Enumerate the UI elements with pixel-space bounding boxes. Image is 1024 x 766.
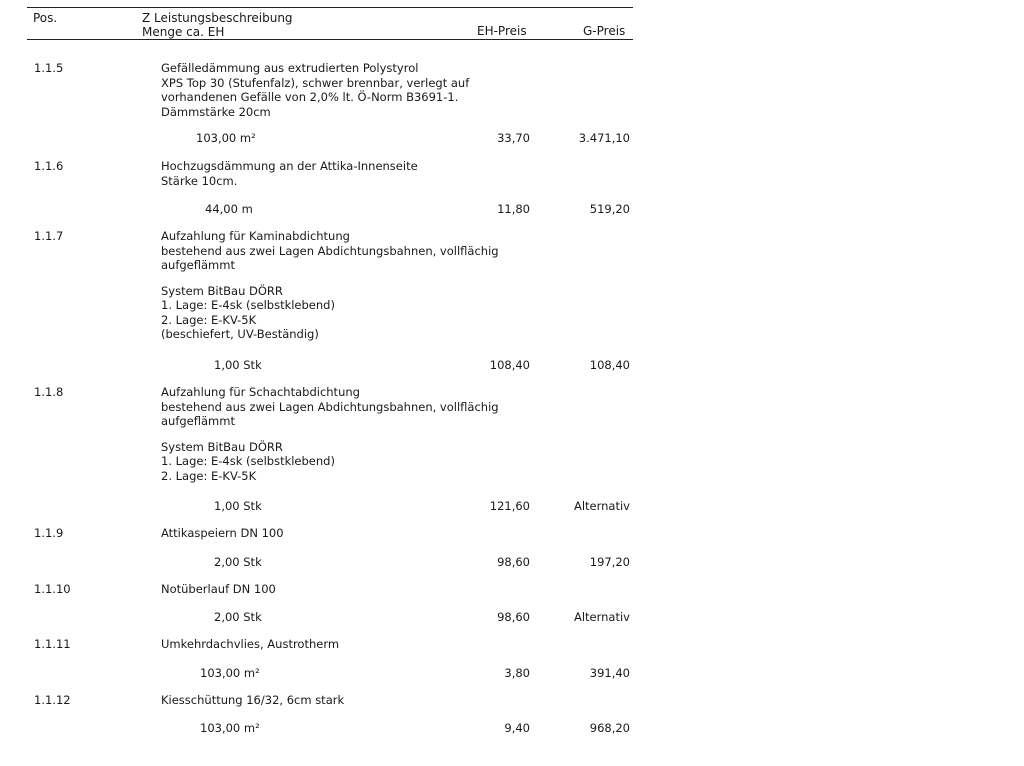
description-line: System BitBau DÖRR bbox=[161, 439, 283, 454]
header-quantity-unit-label: Menge ca. EH bbox=[142, 25, 225, 39]
description-line: (beschiefert, UV-Beständig) bbox=[161, 327, 319, 341]
description-line: System BitBau DÖRR bbox=[161, 283, 283, 298]
item-total-price: Alternativ bbox=[573, 499, 630, 513]
description-line: Aufzahlung für Kaminabdichtung bbox=[161, 229, 350, 243]
position-number: 1.1.11 bbox=[34, 637, 71, 651]
position-number: 1.1.6 bbox=[34, 159, 64, 173]
item-total-price: 391,40 bbox=[589, 666, 630, 680]
description-line: Gefälledämmung aus extrudierten Polystyrol bbox=[161, 61, 419, 75]
item-total-price: Alternativ bbox=[573, 610, 630, 624]
item-unit-price: 9,40 bbox=[504, 721, 530, 735]
description-line: aufgeflämmt bbox=[161, 258, 235, 272]
item-quantity: 103,00 m² bbox=[196, 131, 256, 145]
description-line: bestehend aus zwei Lagen Abdichtungsbahnen, vollflächig bbox=[161, 243, 499, 258]
item-unit-price: 98,60 bbox=[497, 555, 530, 569]
description-line: Dämmstärke 20cm bbox=[161, 104, 271, 119]
item-quantity: 103,00 m² bbox=[200, 721, 260, 735]
item-unit-price: 108,40 bbox=[489, 358, 530, 372]
item-total-price: 3.471,10 bbox=[578, 131, 630, 145]
description-line: XPS Top 30 (Stufenfalz), schwer brennbar, verlegt auf bbox=[161, 75, 470, 90]
description-line: Umkehrdachvlies, Austrotherm bbox=[161, 637, 340, 651]
description-line: Stärke 10cm. bbox=[161, 173, 238, 188]
header-pos-label: Pos. bbox=[33, 11, 58, 25]
position-number: 1.1.7 bbox=[34, 229, 64, 243]
item-description bbox=[161, 61, 469, 119]
header-bottom-rule bbox=[27, 39, 633, 40]
description-line: bestehend aus zwei Lagen Abdichtungsbahnen, vollflächig bbox=[161, 399, 499, 414]
item-unit-price: 11,80 bbox=[497, 202, 530, 216]
item-total-price: 108,40 bbox=[589, 358, 630, 372]
item-unit-price: 98,60 bbox=[497, 610, 530, 624]
item-total-price: 519,20 bbox=[589, 202, 630, 216]
description-line: aufgeflämmt bbox=[161, 414, 235, 428]
item-total-price: 968,20 bbox=[589, 721, 630, 735]
position-number: 1.1.8 bbox=[34, 385, 64, 399]
item-description bbox=[161, 159, 418, 188]
description-line: 1. Lage: E-4sk (selbstklebend) bbox=[161, 454, 335, 468]
item-description bbox=[161, 582, 276, 597]
item-description bbox=[161, 693, 344, 708]
item-quantity: 1,00 Stk bbox=[214, 358, 262, 372]
description-line: 2. Lage: E-KV-5K bbox=[161, 312, 257, 327]
item-quantity: 2,00 Stk bbox=[214, 555, 262, 569]
position-number: 1.1.9 bbox=[34, 526, 64, 540]
header-unit-price-label: EH-Preis bbox=[477, 24, 527, 38]
item-quantity: 1,00 Stk bbox=[214, 499, 262, 513]
item-description bbox=[161, 385, 499, 483]
item-description bbox=[161, 526, 284, 541]
item-quantity: 2,00 Stk bbox=[214, 610, 262, 624]
description-line: Attikaspeiern DN 100 bbox=[161, 526, 284, 540]
item-description bbox=[161, 229, 499, 342]
item-quantity: 103,00 m² bbox=[200, 666, 260, 680]
position-number: 1.1.5 bbox=[34, 61, 64, 75]
header-description-label: Z Leistungsbeschreibung bbox=[142, 11, 293, 25]
item-quantity: 44,00 m bbox=[205, 202, 253, 216]
description-line: Kiesschüttung 16/32, 6cm stark bbox=[161, 693, 345, 707]
item-unit-price: 33,70 bbox=[497, 131, 530, 145]
header-total-price-label: G-Preis bbox=[583, 24, 626, 38]
position-number: 1.1.10 bbox=[34, 582, 71, 596]
item-unit-price: 121,60 bbox=[489, 499, 530, 513]
description-line: 1. Lage: E-4sk (selbstklebend) bbox=[161, 298, 335, 312]
description-line: Notüberlauf DN 100 bbox=[161, 582, 276, 596]
item-unit-price: 3,80 bbox=[504, 666, 530, 680]
item-total-price: 197,20 bbox=[589, 555, 630, 569]
position-number: 1.1.12 bbox=[34, 693, 71, 707]
description-line: 2. Lage: E-KV-5K bbox=[161, 468, 257, 483]
description-line: Hochzugsdämmung an der Attika-Innenseite bbox=[161, 159, 418, 173]
item-description bbox=[161, 637, 339, 652]
header-top-rule bbox=[27, 7, 633, 8]
description-line: Aufzahlung für Schachtabdichtung bbox=[161, 385, 360, 399]
description-line: vorhandenen Gefälle von 2,0% lt. Ö-Norm B3691-1. bbox=[161, 90, 459, 104]
